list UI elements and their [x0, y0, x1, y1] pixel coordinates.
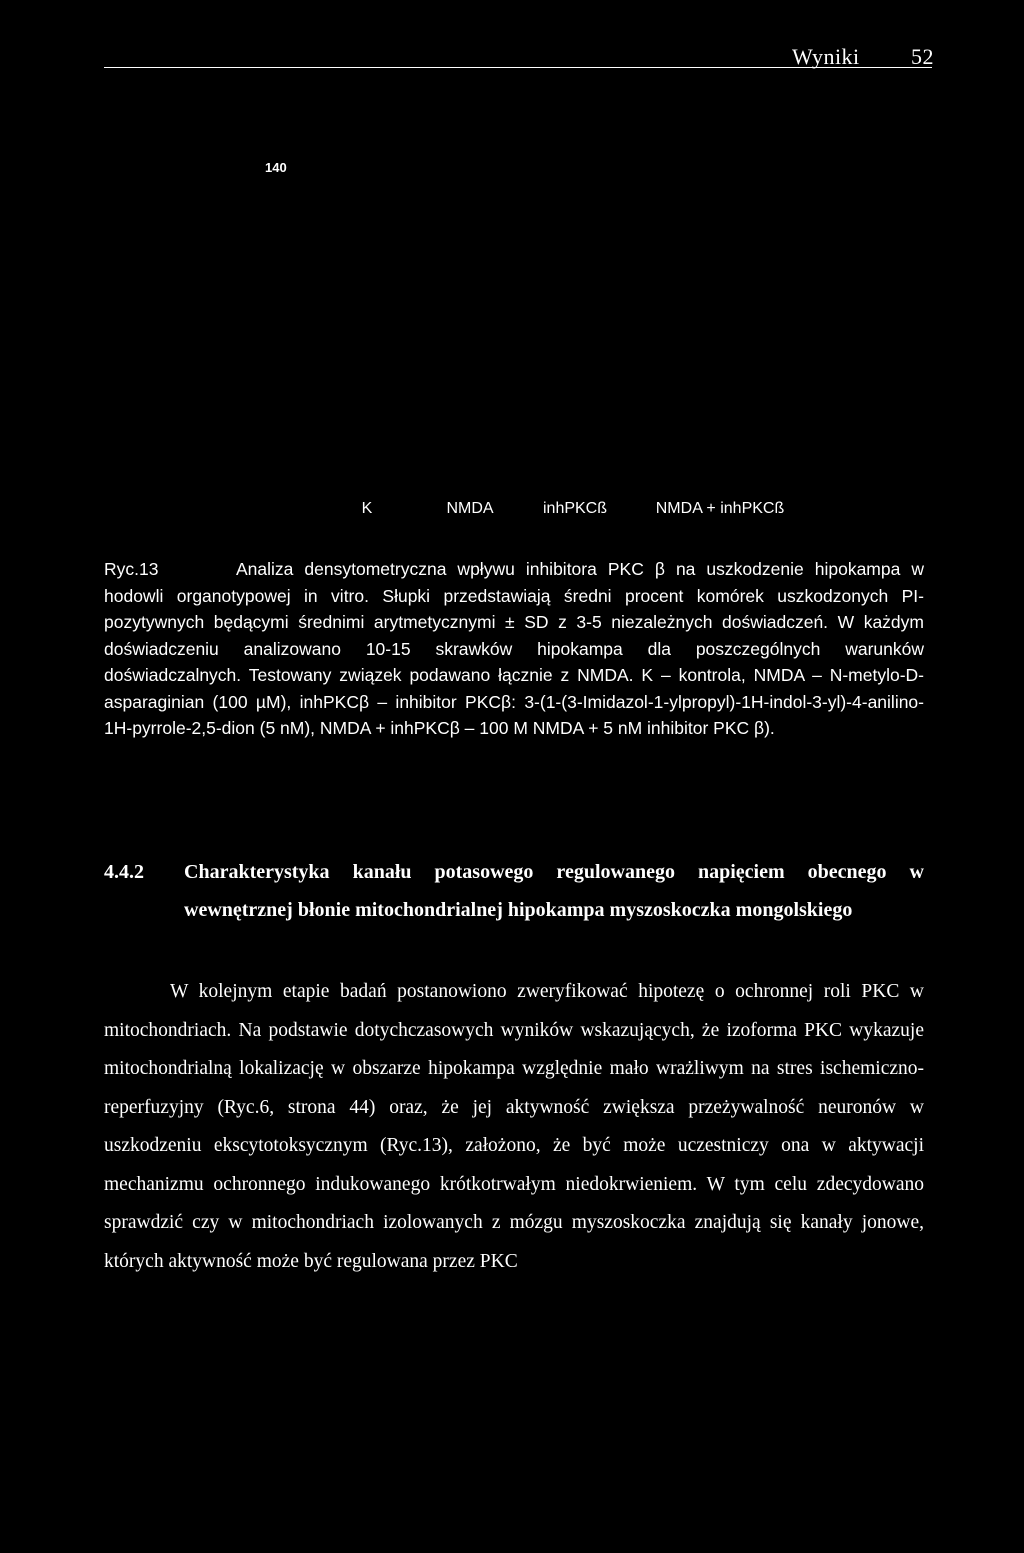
y-tick-label: 140: [265, 160, 287, 175]
x-category-label: NMDA + inhPKCß: [655, 500, 785, 517]
figure-chart: [0, 0, 1024, 560]
section-heading: [104, 853, 924, 929]
running-header-section: Wyniki: [792, 44, 860, 69]
page-number: 52: [911, 44, 934, 69]
x-category-label: K: [361, 500, 373, 517]
x-category-label: inhPKCß: [542, 500, 608, 517]
x-category-label: NMDA: [446, 500, 494, 517]
figure-caption: [104, 556, 924, 742]
caption-text: Analiza densytometryczna wpływu inhibitora PKC β na uszkodzenie hipokampa w hodowli organotypowej in vitro. Słupki przedstawiają średni procent komórek uszkodzonych PI-pozytywnych będącymi średnimi arytmetycznymi ± SD z 3-5 niezależnych doświadczeń. W każdym doświadczeniu analizowano 10-15 skrawków hipokampa dla poszczególnych warunków doświadczalnych. Testowany związek podawano łącznie z NMDA. K – kontrola, NMDA – N-metylo-D-asparaginian (100 µM), inhPKCβ – inhibitor PKCβ: 3-(1-(3-Imidazol-1-ylpropyl)-1H-indol-3-yl)-4-anilino-1H-pyrrole-2,5-dion (5 nM), NMDA + inhPKCβ – 100 M NMDA + 5 nM inhibitor PKC β).: [104, 559, 924, 738]
bar-chart: [0, 0, 1024, 560]
body-paragraph: W kolejnym etapie badań postanowiono zweryfikować hipotezę o ochronnej roli PKC w mitochondriach. Na podstawie dotychczasowych wyników wskazujących, że izoforma PKC wykazuje mitochondrialną lokalizację w obszarze hipokampa względnie mało wrażliwym na stres ischemiczno-reperfuzyjny (Ryc.6, strona 44) oraz, że jej aktywność zwiększa przeżywalność neuronów w uszkodzeniu ekscytotoksycznym (Ryc.13), założono, że być może uczestniczy ona w aktywacji mechanizmu ochronnego indukowanego krótkotrwałym niedokrwieniem. W tym celu zdecydowano sprawdzić czy w mitochondriach izolowanych z mózgu myszoskoczka znajdują się kanały jonowe, których aktywność może być regulowana przez PKC: [104, 981, 924, 1272]
section-number: 4.4.2: [104, 861, 144, 883]
caption-label: Ryc.13: [104, 559, 159, 579]
section-title: Charakterystyka kanału potasowego regulowanego napięciem obecnego w wewnętrznej błonie mitochondrialnej hipokampa myszoskoczka mongolskiego: [184, 861, 924, 921]
